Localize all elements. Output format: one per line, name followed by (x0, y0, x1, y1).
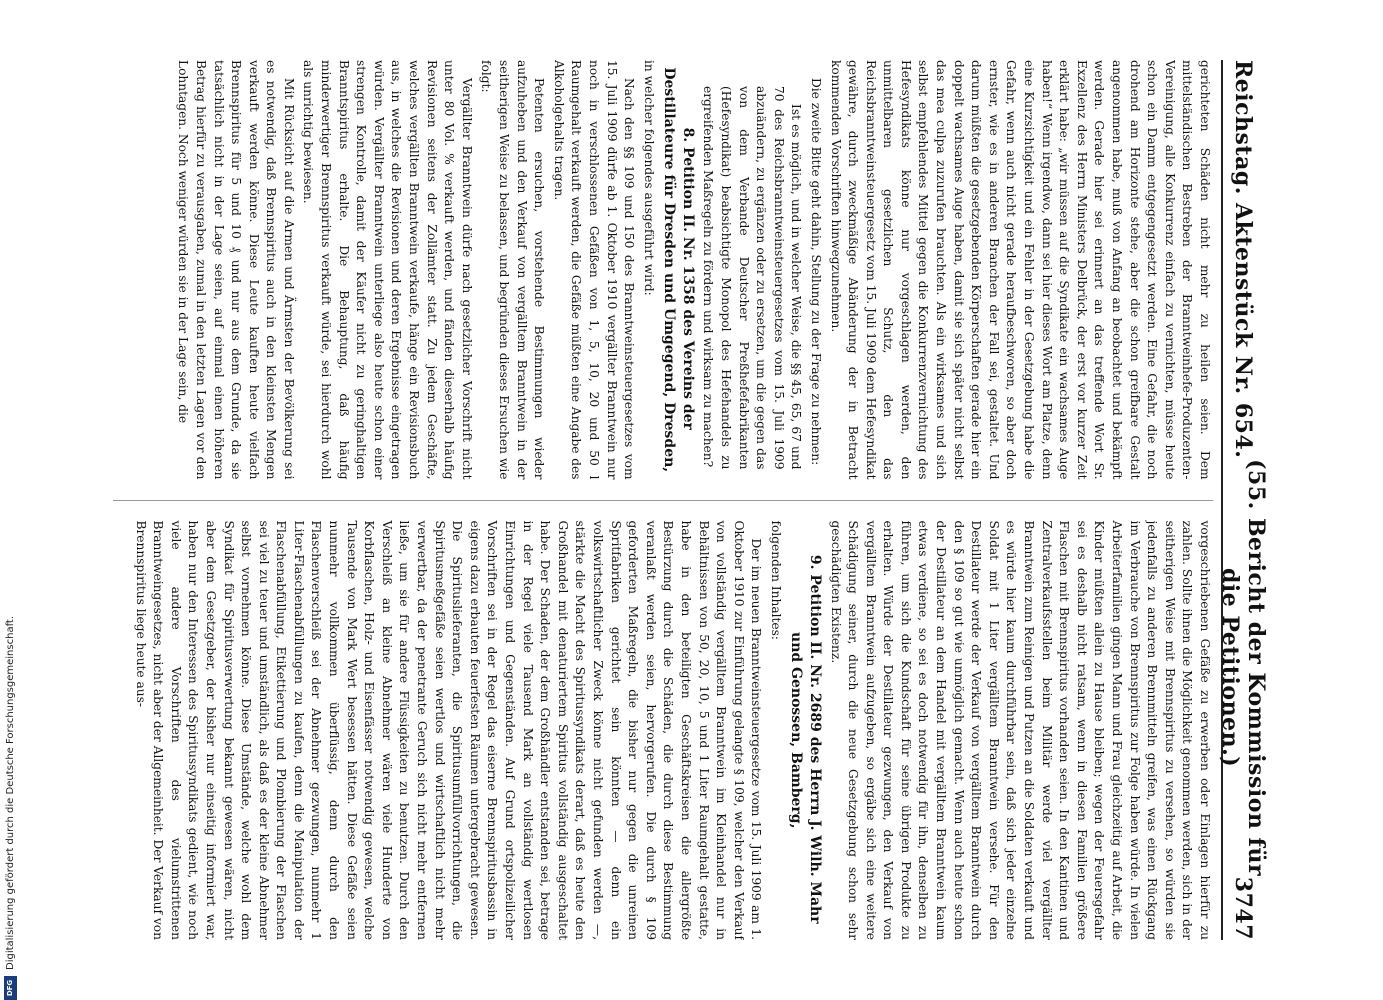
header-left: Reichstag. Aktenstück Nr. 654. (1230, 60, 1256, 459)
page-number: 3747 (1230, 876, 1256, 940)
right-column (113, 520, 1213, 940)
petition-question: Ist es möglich, und in welcher Weise, die §§ 45, 65, 67 und 70 des Reichsbranntweinsteuergesetzes vom 15. Juli 1909 abzuändern, zu ergänzen oder zu ersetzen, um die gegen das von dem Verbande Deutscher Preßhefefabrikanten (Hefesyndikat) beabsichtigte Monopol des Hefehandels zu ergreifenden Maßregeln zu fördern und wirksam zu machen? (701, 86, 804, 470)
petition-9-title: 9. Petition II. Nr. 2689 des Herrn J. Wilh. Mahr und Genossen, Bamberg, (787, 554, 823, 924)
left-paragraph-2: Die zweite Bitte geht dahin, Stellung zu der Frage zu nehmen: (808, 78, 823, 466)
digitization-credit (2, 0, 18, 1000)
right-paragraph-1: vorgeschriebenen Gefäße zu erwerben oder Einlagen hierfür zu zahlen. Sollte ihnen die Möglichkeit genommen werden, sich in der seitherigen Weise mit Brennspiritus zu versehen, so würden sie jedenfalls zu anderen Brennmitteln greifen, was einen Rückgang im Verbrauche von Brennspiritus zur Folge haben würde. In vielen Arbeiterfamilien gingen Mann und Frau gleichzeitig auf Arbeit, die Kinder müßten allein zu Hause bleiben; wegen der Feuersgefahr sei es deshalb nicht ratsam, wenn in diesen Familien größere Flaschen mit Brennspiritus vorhanden seien. In den Kantinen und Zentralverkaufsstellen beim Militär werde viel vergällter Branntwein zum Reinigen und Putzen an die Soldaten verkauft und es würde hier kaum durchführbar sein, daß sich jeder einzelne Soldat mit 1 Liter vergälltem Branntwein versehe. Für den Destillateur werde der Verkauf von vergälltem Branntwein durch den § 109 so gut wie unmöglich gemacht. Wenn auch heute schon der Destillateur an dem Handel mit vergälltem Branntwein kaum etwas verdiene, so sei es doch notwendig für ihn, denselben zu führen, um sich die Kundschaft für seine übrigen Produkte zu erhalten. Würde der Destillateur gezwungen, den Verkauf von vergälltem Branntwein aufzugeben, so ergäbe sich eine weitere Schädigung seiner, durch die neue Gesetzgebung schon sehr geschädigten Existenz. (828, 520, 1212, 940)
column-divider (113, 500, 1213, 501)
left-paragraph-3: Nach den §§ 109 und 150 des Branntweinsteuergesetzes vom 15. Juli 1909 dürfe ab 1. Oktober 1910 vergällter Branntwein nur noch in verschlossenen Gefäßen von 1, 5, 10, 20 und 50 l Raumgehalt verkauft werden, die Gefäße müßten eine Angabe des Alkoholgehalts tragen. (551, 60, 637, 480)
petition-8-intro: in welcher folgendes ausgeführt wird: (641, 60, 656, 296)
left-paragraph-5: Vergällter Branntwein dürfe nach gesetzlicher Vorschrift nicht unter 80 Vol. % verkauft werden, und fänden dieserhalb häufig Revisionen seitens der Zollämter statt. Zu jedem Geschäfte, welches vergällten Branntwein verkaufe, hänge ein Revisionsbuch aus, in welches die Revisionen und deren Ergebnisse eingetragen würden. Vergällter Branntwein unterliege also heute schon einer strengen Kontrolle, damit der Käufer nicht zu geringhaltigen Branntspiritus erhalte. Die Behauptung, daß häufig minderwertiger Brennspiritus verkauft würde, sei hierdurch wohl als unrichtig bewiesen. (301, 60, 474, 480)
left-paragraph-6: Mit Rücksicht auf die Armen und Ärmsten der Bevölkerung sei es notwendig, daß Brennspiritus auch in den kleinsten Mengen verkauft werden könne. Diese Leute kauften heute vielfach Brennspiritus für 5 und 10 ₰ und nur aus dem Grunde, da sie tatsächlich nicht in der Lage seien, auf einmal einen höheren Betrag hierfür zu verausgaben, zumal in den letzten Lagen vor den Lohntagen. Noch weniger würden sie in der Lage sein, die (176, 60, 296, 480)
left-column (113, 60, 1213, 480)
running-header (1217, 60, 1269, 940)
petition-8-title: 8. Petition II. Nr. 1358 des Vereins der Destillateure für Dresden und Umgegend, Dresden, (660, 67, 696, 473)
header-middle: (55. Bericht der Kommission für die Petitionen.) (1217, 459, 1269, 877)
left-paragraph-4: Petenten ersuchen, vorstehende Bestimmungen wieder aufzuheben und den Verkauf von vergälltem Branntwein in der seitherigen Weise zu belassen, und begründen dieses Ersuchen wie folgt: (479, 60, 547, 480)
credit-text: Digitalisierung gefördert durch die Deutsche Forschungsgemeinschaft. (4, 615, 16, 970)
left-paragraph-1: gerichteten Schäden nicht mehr zu heilen seien. Dem mittelständischen Bestreben der Branntweinhefe-Produzenten-Vereinigung, alle Konkurrenz einfach zu vernichten, müsse heute schon ein Damm entgegengesetzt werden. Eine Gefahr, die noch drohend am Horizonte stehe, aber die schon greifbare Gestalt angenommen habe, muß von Anfang an beobachtet und bekämpft werden. Gerade hier sei erinnert an das treffende Wort Sr. Exzellenz des Herrn Ministers Delbrück, der erst vor kurzer Zeit erklärt habe: „wir müssen auf die Syndikate ein wachsames Auge haben!“ Wenn irgendwo, dann sei hier dieses Wort am Platze, denn eine Kurzsichtigkeit und ein Fehler in der Gesetzgebung habe die Gefahr, wenn auch nicht gerade heraufbeschworen, so aber doch ernster, wie es in anderen Branchen der Fall sei, gestaltet. Und darum müßten die gesetzgebenden Körperschaften gerade hier ein doppelt wachsames Auge haben, damit sie sich später nicht selbst das mea culpa zuzurufen brauchten. Als ein wirksames und sich selbst empfehlendes Mittel gegen die Konkurrenzvernichtung des Hefesyndikats könne nur vorgeschlagen werden, den unmittelbaren gesetzlichen Schutz, den das Reichsbranntweinsteuergesetz vom 15. Juli 1909 dem Hefesyndikat gewähre, durch zweckmäßige Abänderung der in Betracht kommenden Vorschriften hinwegzunehmen. (828, 60, 1212, 480)
dfg-logo: DFG (4, 976, 17, 1000)
right-paragraph-2: Der im neuen Branntweinsteuergesetze vom 15. Juli 1909 am 1. Oktober 1910 zur Einführung gelangte § 109, welcher den Verkauf von vollständig vergälltem Branntwein im Kleinhandel nur in Behältnissen von 50, 20, 10, 5 und 1 Liter Raumgehalt gestatte, habe in den beteiligten Geschäftskreisen die allergrößte Bestürzung durch die Schäden, die durch diese Bestimmung veranlaßt werden seien, hervorgerufen. Die durch § 109 geforderten Maßregeln, die bisher nur gegen die unreinen Spritfabriken gerichtet sein könnten — denn ein volkswirtschaftlicher Zweck könne nicht gefunden werden —, stärkte die Macht des Spiritussyndikats derart, daß es heute den Großhandel mit denaturiertem Spiritus vollständig ausgeschaltet habe. Der Schaden, der dem Großhändler entstanden sei, betrage in der Regel viele Tausend Mark an vollständig wertlosen Einrichtungen und Gegenständen. Auf Grund ortspolizeilicher Vorschriften sei in der Regel das eiserne Brennspiritusbassin in eigens dazu erbauten feuerfesten Räumen untergebracht gewesen. Die Spirituslieferanten, die Spiritusumfüllvorrichtungen, die Spiritusmeßgefäße seien wertlos und wirtschaftlich nicht mehr verwertbar, da der penetrante Geruch sich nicht mehr entfernen ließe, um sie für andere Flüssigkeiten zu benutzen. Durch den Verschleiß an kleine Abnehmer wären viele Hunderte von Korbflaschen, Holz- und Eisenfässer notwendig gewesen, welche Tausende von Mark Wert besessen hätten. Diese Gefäße seien nunmehr vollkommen überflüssig, denn durch den Flaschenverschleiß sei der Abnehmer gezwungen, nunmehr 1 Liter-Flaschenabfüllungen zu kaufen, denn die Manipulation der Flaschenabfüllung, Etikettierung und Plombierung der Flaschen sei viel zu teuer und umständlich, als daß es der kleine Abnehmer selbst vornehmen könne. Diese Umstände, welche wohl dem Syndikat für Spiritusverwertung bekannt gewesen wären, nicht aber dem Gesetzgeber, der bisher nur einseitig informiert war, haben nur den Interessen des Spiritussyndikats gedient, wie noch viele andere Vorschriften des vielumstrittenen Branntweingesetzes, nicht aber der Allgemeinheit. Der Verkauf von Brennspiritus liege heute aus- (133, 520, 764, 940)
petition-9-intro: folgenden Inhaltes: (768, 520, 783, 640)
text-columns (113, 60, 1213, 940)
